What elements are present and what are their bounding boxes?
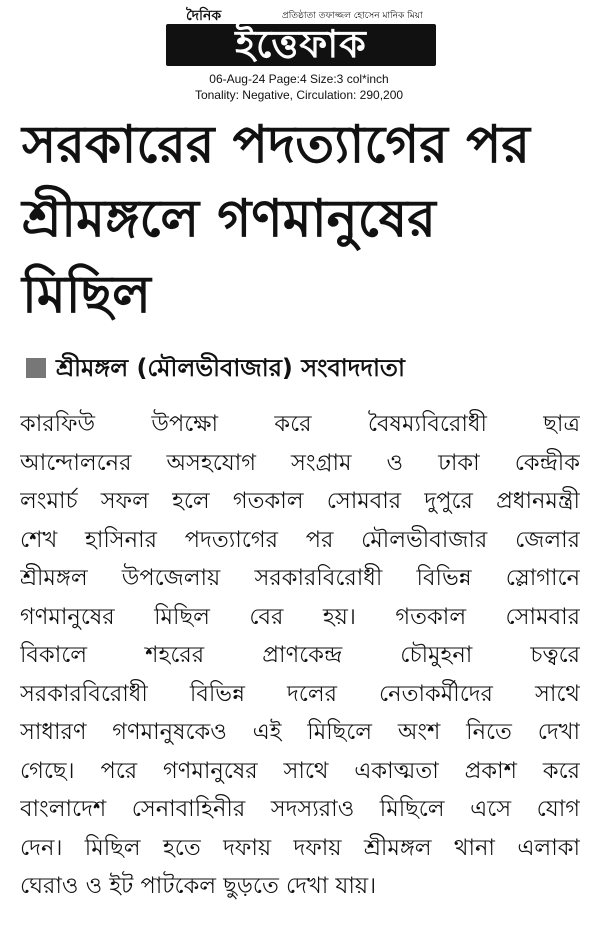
clipping-meta-date: 06-Aug-24 Page:4 Size:3 col*inch [209, 72, 389, 86]
article-line: সরকারবিরোধী বিভিন্ন দলের নেতাকর্মীদের সাথে [20, 680, 580, 707]
founder-credit: প্রতিষ্ঠাতা তফাজ্জল হোসেন মানিক মিয়া [282, 11, 423, 21]
article-line: শেখ হাসিনার পদত্যাগের পর মৌলভীবাজার জেলার [20, 526, 580, 553]
article-line: গেছে। পরে গণমানুষের সাথে একাত্মতা প্রকাশ করে [20, 757, 580, 784]
byline-text: শ্রীমঙ্গল (মৌলভীবাজার) সংবাদদাতা [56, 354, 405, 382]
article-line: দেন। মিছিল হতে দফায় দফায় শ্রীমঙ্গল থানা এলাকা [20, 834, 580, 861]
headline-line-1: সরকারের পদত্যাগের পর [22, 115, 530, 175]
article-line: বাংলাদেশ সেনাবাহিনীর সদস্যরাও মিছিলে এসে যোগ [20, 796, 580, 822]
clipping-meta-tonality: Tonality: Negative, Circulation: 290,200 [194, 88, 404, 102]
article-line: কারফিউ উপক্ষো করে বৈষম্যবিরোধী ছাত্র [20, 411, 580, 437]
article-line: ঘেরাও ও ইট পাটকেল ছুড়তে দেখা যায়। [20, 873, 377, 899]
headline-line-3: মিছিল [22, 265, 151, 325]
byline [26, 352, 586, 384]
newspaper-logo [166, 6, 436, 64]
headline-line-2: শ্রীমঙ্গলে গণমানুষের [22, 189, 436, 249]
logo-title: ইত্তেফাক [235, 22, 367, 66]
article-line: গণমানুষের মিছিল বের হয়। গতকাল সোমবার [20, 603, 580, 630]
byline-square-icon [26, 358, 46, 378]
article-line: শ্রীমঙ্গল উপজেলায় সরকারবিরোধী বিভিন্ন স্লোগানে [20, 565, 580, 591]
article-line: লংমার্চ সফল হলে গতকাল সোমবার দুপুরে প্রধানমন্ত্রী [20, 488, 580, 514]
article-line: আন্দোলনের অসহযোগ সংগ্রাম ও ঢাকা কেন্দ্রীক [20, 449, 580, 476]
masthead [0, 0, 598, 104]
article-line: বিকালে শহরের প্রাণকেন্দ্র চৌমুহনা চত্বরে [20, 642, 580, 668]
logo-small-text: দৈনিক [186, 8, 222, 24]
article-line: সাধারণ গণমানুষকেও এই মিছিলে অংশ নিতে দেখা [20, 719, 580, 745]
